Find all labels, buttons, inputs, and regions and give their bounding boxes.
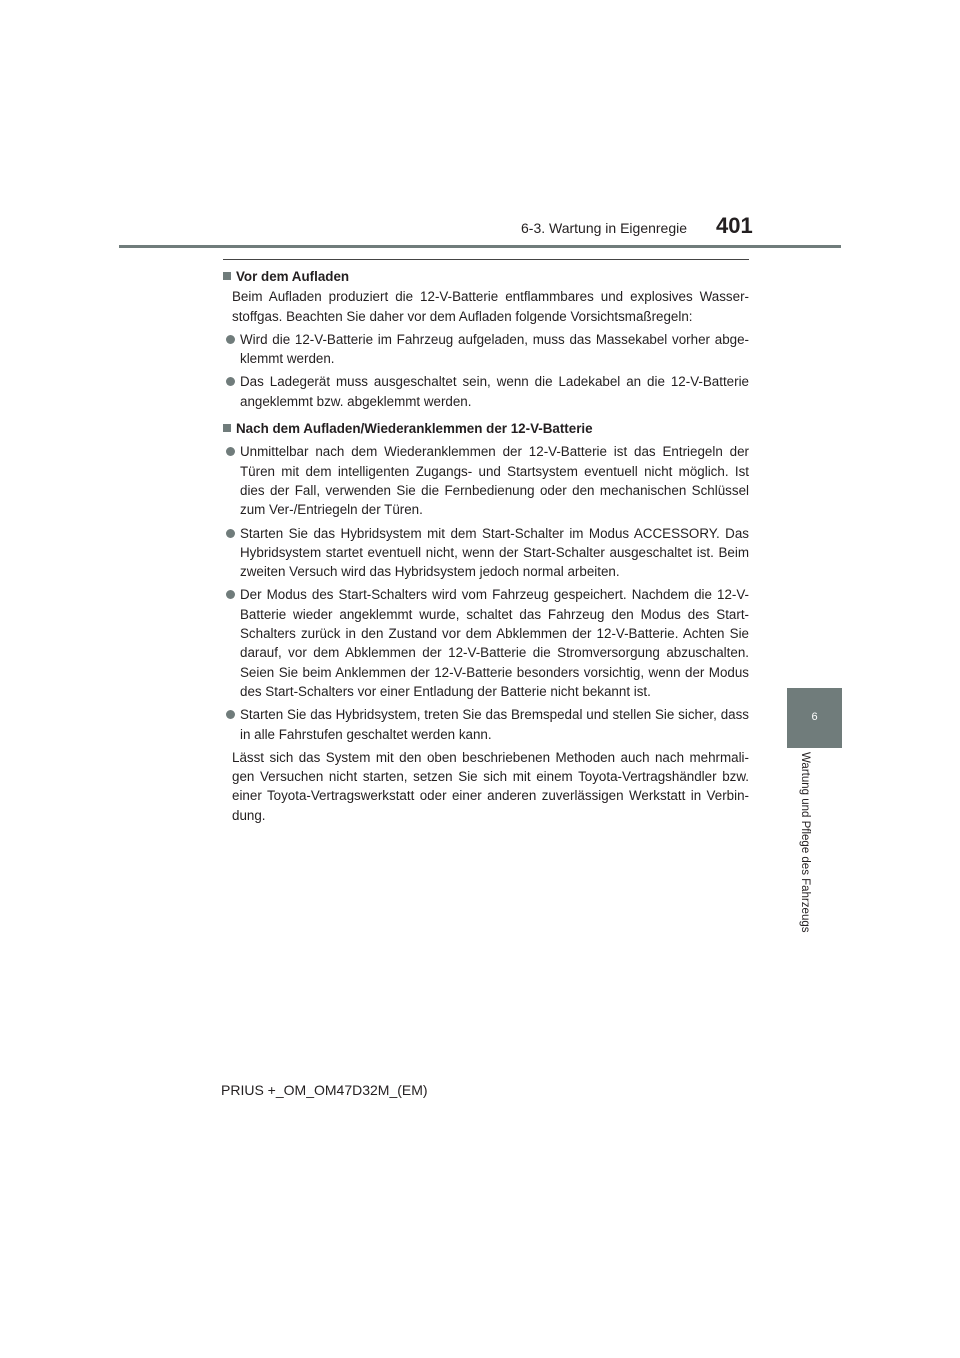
list-item-text: Starten Sie das Hybridsystem mit dem Start-Schalter im Modus ACCESSORY. Das Hybridsystem startet eventuell nicht, wenn der Start-Schalter ausgeschaltet ist. Beim zweiten Versuch wird das Hybridsystem jedoch normal arbeiten. [240,525,749,580]
chapter-label: Wartung und Pflege des Fahrzeugs [799,752,811,933]
section-heading [223,419,749,438]
list-item [223,442,749,519]
list-item [223,585,749,701]
section-intro: Beim Aufladen produziert die 12-V-Batterie entflammbares und explosives Wasser-stoffgas. Beachten Sie daher vor dem Aufladen folgende Vorsichtsmaßregeln: [232,289,749,324]
list-item-text: Das Ladegerät muss ausgeschaltet sein, wenn die Ladekabel an die 12-V-Batterie angeklemmt bzw. abgeklemmt werden. [240,374,749,409]
page-content [223,267,749,829]
square-bullet-icon [223,272,231,280]
list-item [223,705,749,744]
section-outro: Lässt sich das System mit den oben beschriebenen Methoden auch nach mehrmali-gen Versuchen nicht starten, setzen Sie sich mit einem Toyota-Vertragshändler bzw. einer Toyota-Vertragswerkstatt oder einer anderen zuverlässigen Werkstatt in Verbin-dung. [232,749,749,823]
round-bullet-icon [226,710,235,719]
chapter-tab [787,688,842,748]
round-bullet-icon [226,447,235,456]
round-bullet-icon [226,590,235,599]
list-item [223,330,749,369]
list-item [223,372,749,411]
chapter-number: 6 [811,711,818,723]
round-bullet-icon [226,335,235,344]
header-section-title: 6-3. Wartung in Eigenregie [521,220,688,236]
section-heading-text: Vor dem Aufladen [236,269,350,284]
section-heading-text: Nach dem Aufladen/Wiederanklemmen der 12-V-Batterie [236,421,593,437]
page-number: 401 [716,213,753,238]
round-bullet-icon [226,377,235,386]
list-item-text: Starten Sie das Hybridsystem, treten Sie das Bremspedal und stellen Sie sicher, dass in alle Fahrstufen geschaltet werden kann. [240,707,749,742]
square-bullet-icon [223,424,231,432]
content-divider [223,259,749,260]
header-divider [119,245,841,248]
list-item [223,524,749,582]
round-bullet-icon [226,529,235,538]
list-item-text: Unmittelbar nach dem Wiederanklemmen der 12-V-Batterie ist das Entriegeln der Türen mit dem intelligenten Zugangs- und Startsystem eventuell nicht möglich. Ist dies der Fall, verwenden Sie die Fernbedienung oder den mechanischen Schlüssel zum Ver-/Entriegeln der Türen. [240,444,749,518]
list-item-text: Wird die 12-V-Batterie im Fahrzeug aufgeladen, muss das Massekabel vorher abge-klemmt werden. [240,331,749,367]
list-item-text: Der Modus des Start-Schalters wird vom Fahrzeug gespeichert. Nachdem die 12-V-Batterie wieder angeklemmt wurde, schaltet das Fahrzeug den Modus des Start-Schalters zurück in den Zustand vor dem Abklemmen der 12-V-Batterie. Achten Sie darauf, vor dem Abklemmen der 12-V-Batterie die Stromversorgung abzuschalten. Seien Sie beim Anklemmen der 12-V-Batterie besonders vorsichtig, wenn der Modus des Start-Schalters vor einer Entladung der Batterie nicht bekannt ist. [240,587,749,699]
footer-model-code: PRIUS +_OM_OM47D32M_(EM) [221,1082,428,1098]
section-heading [223,267,749,286]
